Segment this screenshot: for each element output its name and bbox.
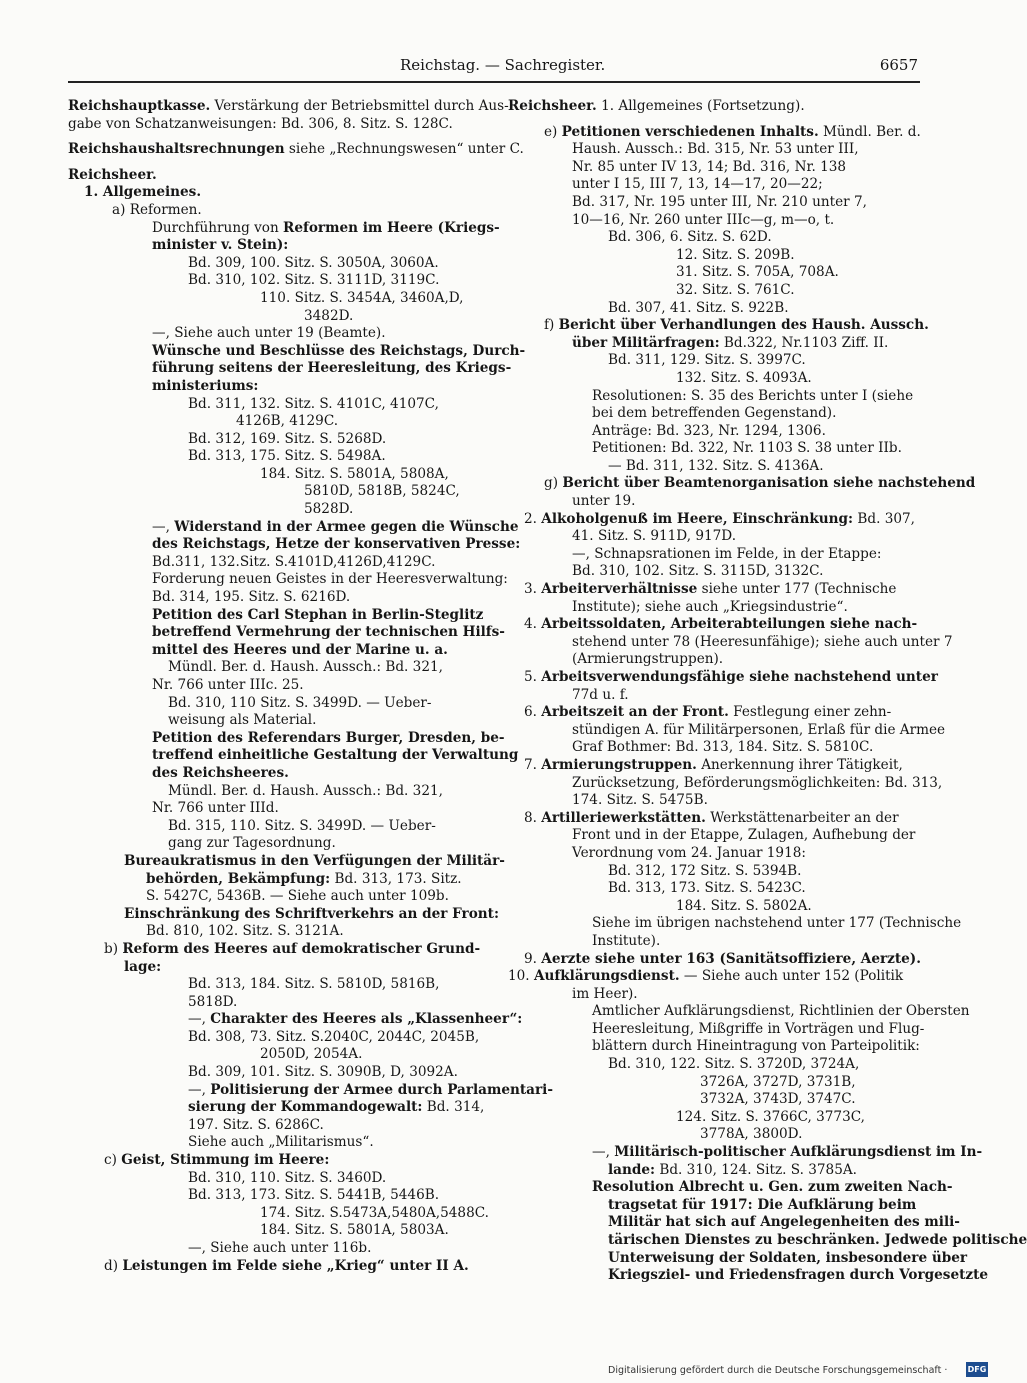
- index-line: gang zur Tagesordnung.: [168, 835, 336, 852]
- index-line: 3726A, 3727D, 3731B,: [700, 1073, 856, 1090]
- index-line: 110. Sitz. S. 3454A, 3460A,D,: [260, 289, 464, 306]
- index-line: 2. Alkoholgenuß im Heere, Einschränkung: Bd. 307,: [524, 510, 916, 527]
- index-line: lage:: [124, 958, 162, 975]
- index-line: Petitionen: Bd. 322, Nr. 1103 S. 38 unter IIb.: [592, 440, 902, 457]
- index-line: treffend einheitliche Gestaltung der Verwaltung: [152, 747, 519, 764]
- index-line: Durchführung von Reformen im Heere (Kriegs-: [152, 219, 500, 236]
- index-line: Siehe im übrigen nachstehend unter 177 (Technische: [592, 915, 962, 932]
- index-line: 4. Arbeitssoldaten, Arbeiterabteilungen siehe nach-: [524, 616, 918, 633]
- index-line: Bd. 313, 173. Sitz. S. 5441B, 5446B.: [188, 1187, 440, 1204]
- index-line: Nr. 766 unter IIIc. 25.: [152, 677, 304, 693]
- index-line: Bd. 309, 101. Sitz. S. 3090B, D, 3092A.: [188, 1064, 458, 1081]
- index-line: —, Politisierung der Armee durch Parlamentari-: [188, 1081, 553, 1098]
- index-line: Petition des Referendars Burger, Dresden, be-: [152, 729, 505, 746]
- index-line: S. 5427C, 5436B. — Siehe auch unter 109b.: [146, 888, 449, 905]
- index-line: 3482D.: [304, 307, 354, 324]
- index-line: Bd. 810, 102. Sitz. S. 3121A.: [146, 923, 344, 940]
- index-line: Bd. 310, 122. Sitz. S. 3720D, 3724A,: [608, 1056, 860, 1073]
- index-line: Bd. 308, 73. Sitz. S.2040C, 2044C, 2045B,: [188, 1028, 480, 1045]
- index-line: 132. Sitz. S. 4093A.: [676, 369, 812, 386]
- index-line: Graf Bothmer: Bd. 313, 184. Sitz. S. 5810C.: [572, 739, 874, 756]
- index-line: mittel des Heeres und der Marine u. a.: [152, 641, 448, 658]
- index-line: 3732A, 3743D, 3747C.: [700, 1091, 856, 1108]
- index-line: Wünsche und Beschlüsse des Reichstags, Durch-: [152, 342, 526, 359]
- index-line: 9. Aerzte siehe unter 163 (Sanitätsoffiziere, Aerzte).: [524, 950, 921, 967]
- left-column: [68, 98, 553, 1275]
- index-line: tärischen Dienstes zu beschränken. Jedwede politische: [608, 1232, 1027, 1248]
- index-line: des Reichsheeres.: [152, 764, 289, 781]
- index-line: Zurücksetzung, Beförderungsmöglichkeiten: Bd. 313,: [572, 774, 943, 791]
- index-line: bei dem betreffenden Gegenstand).: [592, 405, 837, 422]
- index-line: sierung der Kommandogewalt: Bd. 314,: [188, 1099, 485, 1116]
- index-line: Bd. 313, 175. Sitz. S. 5498A.: [188, 448, 386, 465]
- index-line: 12. Sitz. S. 209B.: [676, 246, 795, 263]
- index-line: —, Siehe auch unter 19 (Beamte).: [152, 325, 386, 342]
- index-line: Bd. 306, 6. Sitz. S. 62D.: [608, 229, 772, 246]
- index-line: Institute).: [592, 932, 661, 949]
- index-line: Bd. 313, 173. Sitz. S. 5423C.: [608, 880, 806, 897]
- index-line: —, Militärisch-politischer Aufklärungsdienst im In-: [592, 1144, 983, 1161]
- index-line: des Reichstags, Hetze der konservativen Presse:: [152, 536, 521, 553]
- index-line: e) Petitionen verschiedenen Inhalts. Mündl. Ber. d.: [544, 123, 921, 140]
- index-line: 32. Sitz. S. 761C.: [676, 281, 795, 298]
- index-line: Bd. 312, 172 Sitz. S. 5394B.: [608, 862, 802, 879]
- index-line: 10. Aufklärungsdienst. — Siehe auch unter 152 (Politik: [508, 968, 904, 985]
- index-line: Reichsheer.: [68, 166, 157, 183]
- index-line: Bd. 312, 169. Sitz. S. 5268D.: [188, 430, 387, 447]
- index-line: 5. Arbeitsverwendungsfähige siehe nachstehend unter: [524, 669, 938, 685]
- index-line: Bd. 315, 110. Sitz. S. 3499D. — Ueber-: [168, 817, 436, 834]
- index-line: —, Charakter des Heeres als „Klassenheer“:: [188, 1011, 523, 1028]
- index-line: Nr. 85 unter IV 13, 14; Bd. 316, Nr. 138: [572, 158, 847, 175]
- footer-credit: Digitalisierung gefördert durch die Deutsche Forschungsgemeinschaft ·: [608, 1365, 948, 1376]
- index-line: g) Bericht über Beamtenorganisation siehe nachstehend: [544, 475, 976, 492]
- index-line: 10—16, Nr. 260 unter IIIc—g, m—o, t.: [572, 211, 835, 228]
- index-line: stündigen A. für Militärpersonen, Erlaß für die Armee: [572, 721, 946, 738]
- index-line: 3778A, 3800D.: [700, 1126, 803, 1143]
- index-line: Bd. 311, 129. Sitz. S. 3997C.: [608, 352, 806, 369]
- index-line: Resolution Albrecht u. Gen. zum zweiten Nach-: [592, 1179, 953, 1196]
- index-line: —, Schnapsrationen im Felde, in der Etappe:: [572, 545, 882, 562]
- index-line: 5818D.: [188, 993, 238, 1010]
- index-line: gabe von Schatzanweisungen: Bd. 306, 8. Sitz. S. 128C.: [68, 115, 453, 132]
- page-number: 6657: [879, 56, 918, 74]
- index-line: 197. Sitz. S. 6286C.: [188, 1116, 324, 1133]
- index-line: 124. Sitz. S. 3766C, 3773C,: [676, 1108, 865, 1125]
- index-line: Einschränkung des Schriftverkehrs an der Front:: [124, 905, 499, 922]
- index-line: Bd. 310, 102. Sitz. S. 3111D, 3119C.: [188, 272, 440, 289]
- index-line: c) Geist, Stimmung im Heere:: [104, 1152, 330, 1169]
- index-line: (Armierungstruppen).: [572, 651, 724, 668]
- index-line: stehend unter 78 (Heeresunfähige); siehe auch unter 7: [572, 633, 953, 650]
- index-line: —, Widerstand in der Armee gegen die Wünsche: [152, 518, 519, 535]
- page-header: [0, 56, 1000, 78]
- index-line: unter I 15, III 7, 13, 14—17, 20—22;: [572, 176, 823, 193]
- index-line: Bd. 309, 100. Sitz. S. 3050A, 3060A.: [188, 254, 439, 271]
- right-column: [508, 98, 1027, 1285]
- index-line: 4126B, 4129C.: [236, 413, 339, 430]
- index-line: 6. Arbeitszeit an der Front. Festlegung einer zehn-: [524, 704, 892, 721]
- index-line: —, Siehe auch unter 116b.: [188, 1240, 372, 1256]
- index-line: 184. Sitz. S. 5801A, 5808A,: [260, 465, 449, 482]
- index-line: 3. Arbeiterverhältnisse siehe unter 177 (Technische: [524, 581, 897, 598]
- index-line: Institute); siehe auch „Kriegsindustrie“.: [572, 598, 848, 615]
- index-line: Front und in der Etappe, Zulagen, Aufhebung der: [572, 827, 916, 844]
- index-line: blättern durch Hineintragung von Parteipolitik:: [592, 1038, 920, 1055]
- index-line: behörden, Bekämpfung: Bd. 313, 173. Sitz.: [146, 870, 462, 887]
- index-line: Reichshaushaltsrechnungen siehe „Rechnungswesen“ unter C.: [68, 141, 524, 158]
- index-line: Anträge: Bd. 323, Nr. 1294, 1306.: [592, 422, 826, 439]
- index-line: minister v. Stein):: [152, 237, 289, 254]
- index-line: Kriegsziel- und Friedensfragen durch Vorgesetzte: [608, 1267, 989, 1284]
- index-line: Resolutionen: S. 35 des Berichts unter I (siehe: [592, 387, 914, 404]
- spacer: [68, 133, 488, 141]
- index-line: 184. Sitz. S. 5801A, 5803A.: [260, 1222, 449, 1239]
- index-line: 5828D.: [304, 501, 354, 518]
- header-rule: [68, 81, 920, 83]
- index-line: betreffend Vermehrung der technischen Hilfs-: [152, 624, 505, 641]
- index-line: führung seitens der Heeresleitung, des Kriegs-: [152, 360, 512, 377]
- index-line: Militär hat sich auf Angelegenheiten des mili-: [608, 1214, 960, 1231]
- dfg-logo: DFG: [966, 1362, 988, 1377]
- index-line: — Bd. 311, 132. Sitz. S. 4136A.: [608, 457, 824, 474]
- index-line: Forderung neuen Geistes in der Heeresverwaltung:: [152, 571, 508, 588]
- index-line: 1. Allgemeines.: [84, 184, 202, 201]
- index-line: 174. Sitz. S.5473A,5480A,5488C.: [260, 1204, 489, 1221]
- index-line: 174. Sitz. S. 5475B.: [572, 792, 708, 809]
- index-line: weisung als Material.: [168, 712, 317, 729]
- index-line: im Heer).: [572, 985, 638, 1002]
- index-line: lande: Bd. 310, 124. Sitz. S. 3785A.: [608, 1161, 857, 1178]
- index-line: 31. Sitz. S. 705A, 708A.: [676, 264, 839, 281]
- index-line: Bd. 310, 110. Sitz. S. 3460D.: [188, 1169, 387, 1186]
- index-line: Unterweisung der Soldaten, insbesondere über: [608, 1249, 968, 1266]
- index-line: Bd. 311, 132. Sitz. S. 4101C, 4107C,: [188, 395, 439, 412]
- index-line: a) Reformen.: [112, 201, 202, 218]
- index-line: Petition des Carl Stephan in Berlin-Steglitz: [152, 606, 484, 623]
- index-line: Reichshauptkasse. Verstärkung der Betriebsmittel durch Aus-: [68, 98, 509, 114]
- index-line: Reichsheer. 1. Allgemeines (Fortsetzung).: [508, 98, 805, 114]
- index-line: Bd.311, 132.Sitz. S.4101D,4126D,4129C.: [152, 553, 436, 570]
- index-line: f) Bericht über Verhandlungen des Haush. Aussch.: [544, 317, 929, 334]
- index-line: 77d u. f.: [572, 686, 629, 703]
- index-line: b) Reform des Heeres auf demokratischer Grund-: [104, 940, 481, 957]
- index-line: 8. Artilleriewerkstätten. Werkstättenarbeiter an der: [524, 809, 899, 826]
- index-line: 41. Sitz. S. 911D, 917D.: [572, 528, 737, 545]
- index-line: Bd. 313, 184. Sitz. S. 5810D, 5816B,: [188, 976, 440, 993]
- index-line: unter 19.: [572, 493, 636, 510]
- index-line: Bd. 317, Nr. 195 unter III, Nr. 210 unter 7,: [572, 193, 867, 210]
- index-line: Bd. 310, 102. Sitz. S. 3115D, 3132C.: [572, 563, 824, 580]
- index-line: Bd. 314, 195. Sitz. S. 6216D.: [152, 589, 351, 606]
- index-line: Siehe auch „Militarismus“.: [188, 1134, 374, 1151]
- index-line: über Militärfragen: Bd.322, Nr.1103 Ziff. II.: [572, 334, 889, 351]
- index-line: Bd. 310, 110 Sitz. S. 3499D. — Ueber-: [168, 694, 432, 711]
- index-line: 184. Sitz. S. 5802A.: [676, 897, 812, 914]
- index-line: 7. Armierungstruppen. Anerkennung ihrer Tätigkeit,: [524, 756, 903, 773]
- index-line: Amtlicher Aufklärungsdienst, Richtlinien der Obersten: [592, 1003, 970, 1020]
- index-line: d) Leistungen im Felde siehe „Krieg“ unter II A.: [104, 1257, 469, 1274]
- running-title: Reichstag. — Sachregister.: [400, 56, 606, 74]
- index-line: 5810D, 5818B, 5824C,: [304, 483, 460, 500]
- index-line: Mündl. Ber. d. Haush. Aussch.: Bd. 321,: [168, 659, 443, 676]
- index-line: Haush. Aussch.: Bd. 315, Nr. 53 unter III,: [572, 141, 859, 158]
- index-line: 2050D, 2054A.: [260, 1046, 363, 1063]
- spacer: [508, 116, 920, 124]
- spacer: [68, 159, 488, 167]
- index-line: Mündl. Ber. d. Haush. Aussch.: Bd. 321,: [168, 782, 443, 799]
- index-line: Verordnung vom 24. Januar 1918:: [572, 844, 806, 861]
- index-line: Heeresleitung, Mißgriffe in Vorträgen und Flug-: [592, 1020, 925, 1037]
- index-line: Bureaukratismus in den Verfügungen der Militär-: [124, 852, 505, 869]
- index-line: Bd. 307, 41. Sitz. S. 922B.: [608, 299, 789, 316]
- index-line: ministeriums:: [152, 377, 259, 394]
- index-line: tragsetat für 1917: Die Aufklärung beim: [608, 1196, 917, 1213]
- index-line: Nr. 766 unter IIId.: [152, 800, 279, 817]
